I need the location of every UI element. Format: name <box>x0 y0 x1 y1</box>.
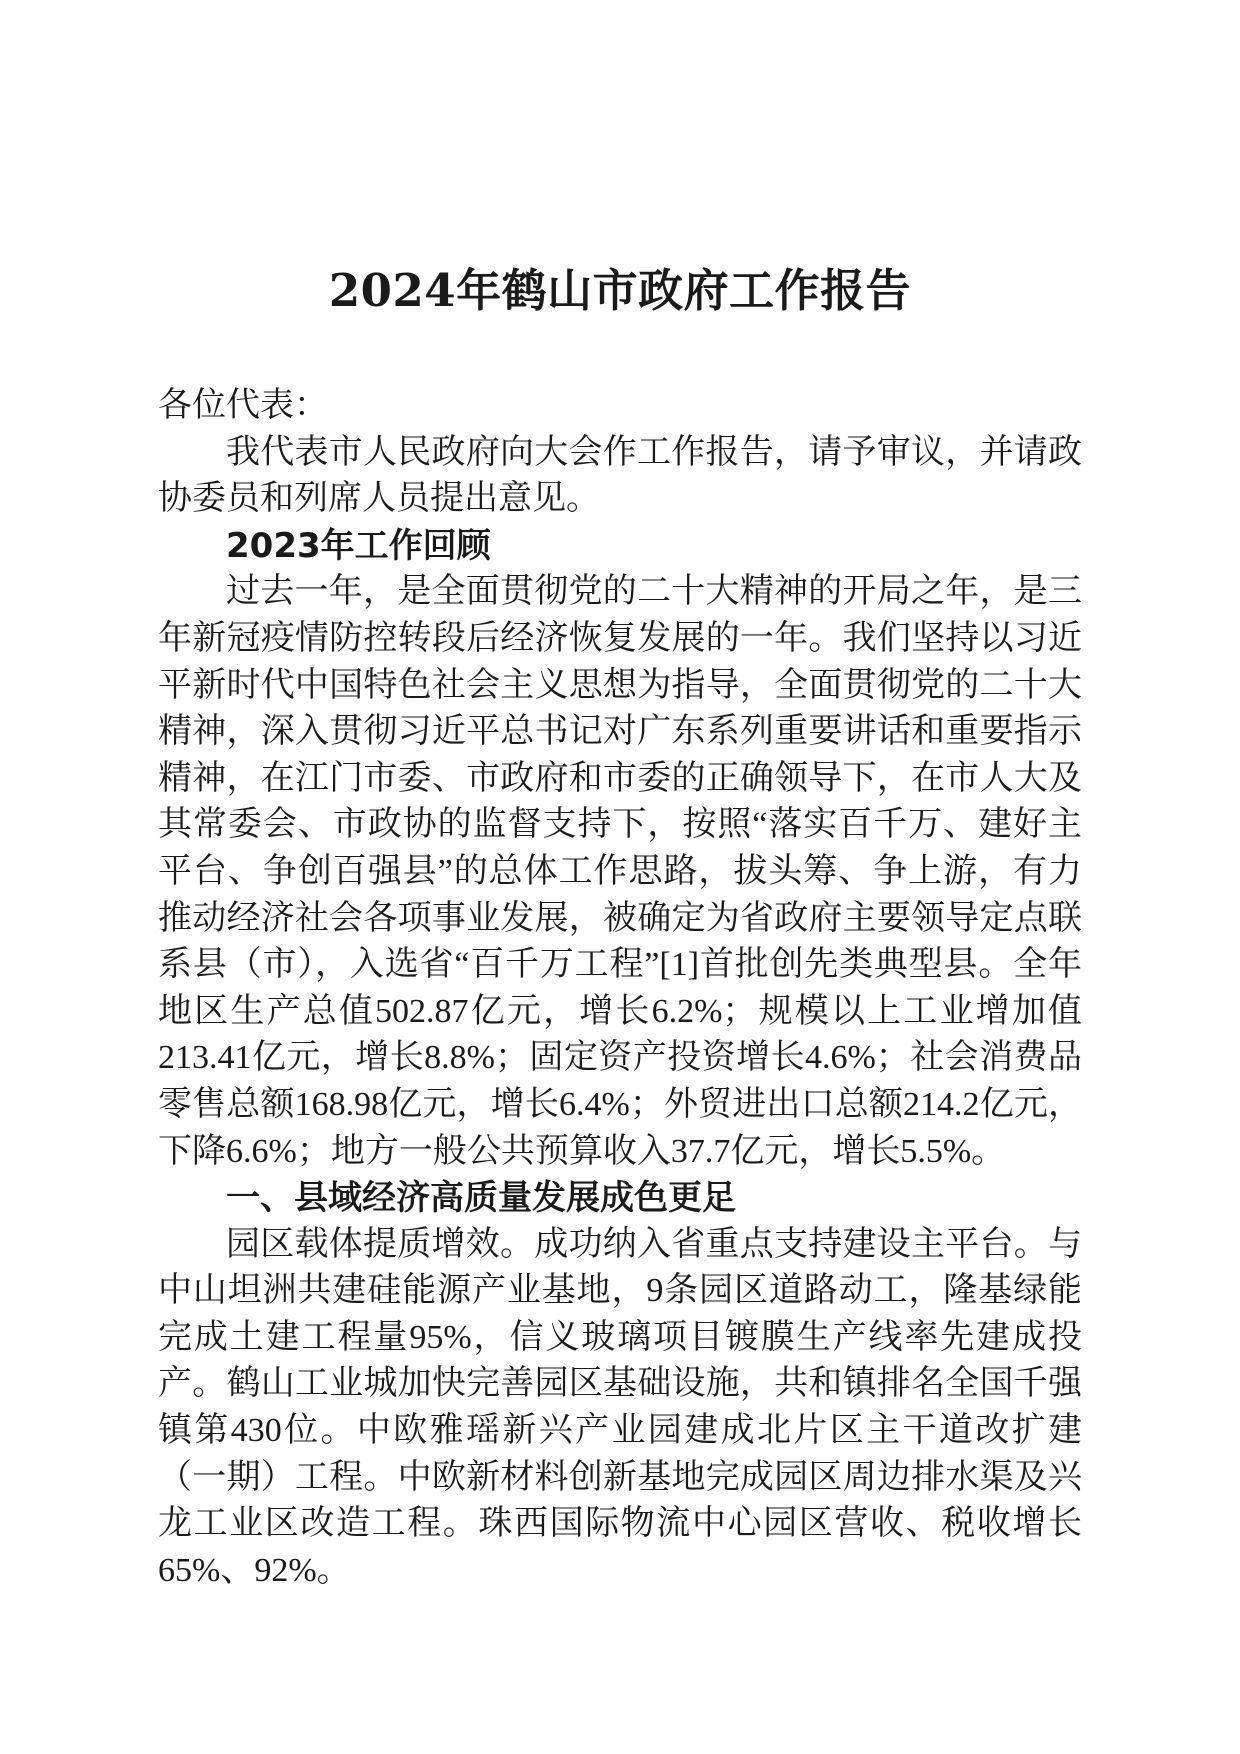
intro-paragraph: 我代表市人民政府向大会作工作报告，请予审议，并请政协委员和列席人员提出意见。 <box>158 433 1082 518</box>
section-1-heading: 一、县域经济高质量发展成色更足 <box>226 1178 736 1219</box>
salutation: 各位代表： <box>158 387 328 424</box>
section-1-paragraph: 园区载体提质增效。成功纳入省重点支持建设主平台。与中山坦洲共建硅能源产业基地，9条园区道路动工，隆基绿能完成土建工程量95%，信义玻璃项目镀膜生产线率先建成投产。鹤山工业城加快完善园区基础设施，共和镇排名全国千强镇第430位。中欧雅瑶新兴产业园建成北片区主干道改扩建（一期）工程。中欧新材料创新基地完成园区周边排水渠及兴龙工业区改造工程。珠西国际物流中心园区营收、税收增长65%、92%。 <box>158 1225 1082 1589</box>
review-paragraph: 过去一年，是全面贯彻党的二十大精神的开局之年，是三年新冠疫情防控转段后经济恢复发展的一年。我们坚持以习近平新时代中国特色社会主义思想为指导，全面贯彻党的二十大精神，深入贯彻习近平总书记对广东系列重要讲话和重要指示精神，在江门市委、市政府和市委的正确领导下，在市人大及其常委会、市政协的监督支持下，按照“落实百千万、建好主平台、争创百强县”的总体工作思路，拔头筹、争上游，有力推动经济社会各项事业发展，被确定为省政府主要领导定点联系县（市），入选省“百千万工程”[1]首批创先类典型县。全年地区生产总值502.87亿元，增长6.2%；规模以上工业增加值213.41亿元，增长8.8%；固定资产投资增长4.6%；社会消费品零售总额168.98亿元，增长6.4%；外贸进出口总额214.2亿元，下降6.6%；地方一般公共预算收入37.7亿元，增长5.5%。 <box>158 573 1082 1170</box>
document-body <box>158 383 1082 1594</box>
review-heading: 2023年工作回顾 <box>226 525 491 566</box>
document-title: 2024年鹤山市政府工作报告 <box>328 264 912 317</box>
